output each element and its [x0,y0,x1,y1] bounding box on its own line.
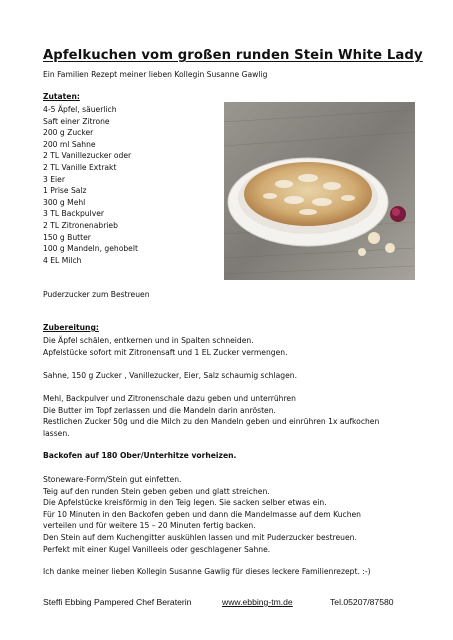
text-line: Den Stein auf dem Kuchengitter auskühlen lassen und mit Puderzucker bestreuen. [43,532,357,542]
list-item: 2 TL Zitronenabrieb [43,220,118,230]
preparation-step-1 [43,335,288,358]
text-line: Perfekt mit einer Kugel Vanilleeis oder geschlagener Sahne. [43,544,271,554]
topping-note: Puderzucker zum Bestreuen [43,290,150,299]
text-line: Sahne, 150 g Zucker , Vanillezucker, Eier, Salz schaumig schlagen. [43,371,297,380]
list-item: 100 g Mandeln, gehobelt [43,244,138,254]
text-line: Apfelstücke sofort mit Zitronensaft und 1 EL Zucker vermengen. [43,347,288,357]
page-subtitle: Ein Familien Rezept meiner lieben Kollegin Susanne Gawlig [43,70,268,79]
list-item: 4 EL Milch [43,255,82,265]
list-item: 4-5 Äpfel, säuerlich [43,105,117,114]
text-line: Die Äpfel schälen, entkernen und in Spalten schneiden. [43,336,254,345]
preparation-heading: Zubereitung: [43,323,99,332]
ingredients-heading: Zutaten: [43,92,80,101]
preparation-step-4 [43,474,361,555]
oven-instruction: Backofen auf 180 Ober/Unterhitze vorheizen. [43,451,237,460]
footer-name: Steffi Ebbing Pampered Chef Beraterin [43,597,192,607]
list-item: 3 Eier [43,174,65,184]
list-item: 200 ml Sahne [43,139,96,149]
text-line: Stoneware-Form/Stein gut einfetten. [43,475,182,484]
list-item: Saft einer Zitrone [43,116,110,126]
ingredients-list [43,104,138,266]
footer-phone: Tel.05207/87580 [330,597,394,607]
list-item: 1 Prise Salz [43,186,87,196]
list-item: 200 g Zucker [43,128,94,138]
text-line: Die Butter im Topf zerlassen und die Mandeln darin anrösten. [43,405,276,415]
preparation-step-3 [43,393,379,439]
list-item: 3 TL Backpulver [43,209,104,219]
preparation-step-2 [43,370,297,382]
list-item: 150 g Butter [43,232,91,242]
text-line: Restlichen Zucker 50g und die Milch zu den Mandeln geben und einrühren 1x aufkochen [43,417,380,427]
text-line: Mehl, Backpulver und Zitronenschale dazu geben und unterrühren [43,394,296,403]
list-item: 2 TL Vanille Extrakt [43,162,117,172]
text-line: Für 10 Minuten in den Backofen geben und dann die Mandelmasse auf dem Kuchen [43,509,361,519]
text-line: lassen. [43,428,70,438]
list-item: 2 TL Vanillezucker oder [43,151,132,161]
page-title: Apfelkuchen vom großen runden Stein White Lady [43,48,423,63]
apple-cake-photo [224,102,415,280]
list-item: 300 g Mehl [43,197,86,207]
text-line: verteilen und für weitere 15 – 20 Minuten fertig backen. [43,521,256,531]
thanks-note: Ich danke meiner lieben Kollegin Susanne Gawlig für dieses leckere Familienrezept. :-) [43,567,371,576]
footer-website-link[interactable]: www.ebbing-tm.de [222,597,293,607]
text-line: Die Apfelstücke kreisförmig in den Teig legen. Sie sacken selber etwas ein. [43,498,327,508]
text-line: Teig auf den runden Stein geben geben und glatt streichen. [43,486,270,496]
